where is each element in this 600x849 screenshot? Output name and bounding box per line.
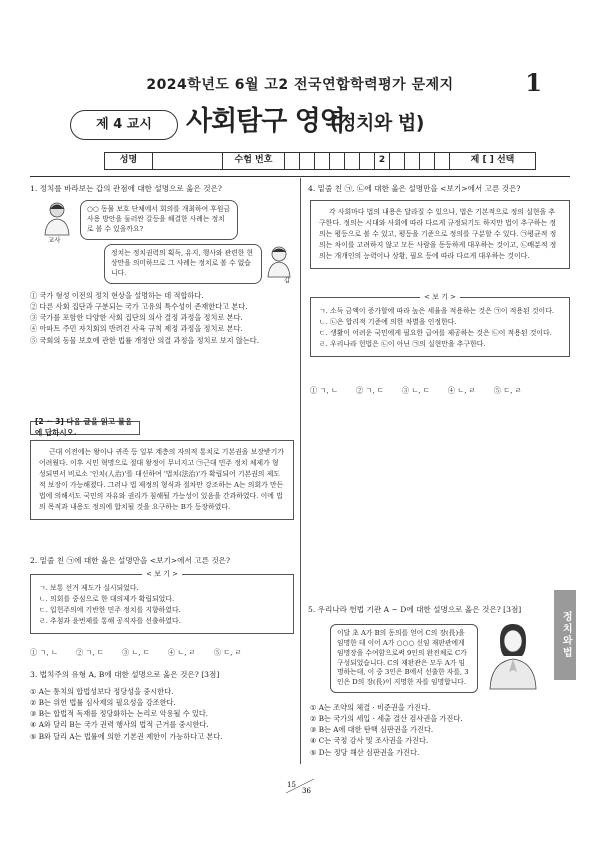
q2-option[interactable]: ② ㄱ, ㄷ — [75, 648, 104, 657]
period-badge: 제 4 교시 — [70, 110, 178, 140]
exam-number-box[interactable] — [420, 153, 435, 169]
bogi-item: ㄹ. 우리나라 헌법은 ㉡이 아닌 ㉠의 실현만을 추구한다. — [319, 340, 486, 349]
exam-number-box[interactable] — [360, 153, 375, 169]
teacher-label: 교사 — [48, 236, 61, 244]
announcer-figure-icon — [484, 622, 542, 690]
subject-subtitle: (정치와 법) — [330, 112, 424, 134]
page-total: 36 — [302, 787, 311, 794]
instruction-2-3: [2 ~ 3] 다음 글을 읽고 물음에 답하시오. — [30, 421, 140, 435]
q1-option[interactable]: ③ 국가를 포함한 다양한 사회 집단의 의사 결정 과정을 정치로 본다. — [30, 313, 243, 323]
q4-option[interactable]: ④ ㄴ, ㄹ — [447, 386, 476, 395]
bogi-item: ㄹ. 추첨과 윤번제를 통해 공직자를 선출하였다. — [39, 617, 181, 626]
teacher-speech-bubble: ○○ 동물 보호 단체에서 회의를 개최하여 후원금 사용 방안을 둘러싼 갈등을 해결한 사례는 정치로 볼 수 있을까요? — [80, 200, 238, 240]
student-figure-icon — [266, 244, 292, 278]
selection-label: 제 [ ] 선택 — [470, 155, 515, 166]
exam-title: 2024학년도 6월 고2 전국연합학력평가 문제지 — [146, 77, 454, 93]
q3-option[interactable]: ② B는 위헌 법률 심사제의 필요성을 강조한다. — [30, 698, 176, 708]
bogi-label: < 보 기 > — [420, 292, 460, 303]
exam-number-digit: 2 — [375, 153, 390, 169]
bogi-item: ㄴ. ㉡은 합리적 기준에 의한 차별을 인정한다. — [319, 318, 457, 327]
q1-option[interactable]: ② 다른 사회 집단과 구분되는 국가 고유의 특수성이 존재한다고 본다. — [30, 302, 248, 312]
column-divider — [300, 178, 301, 764]
q4-stem: 4. 밑줄 친 ㉠, ㉡에 대한 옳은 설명만을 <보기>에서 고른 것은? — [308, 184, 521, 193]
page-number: 1 — [525, 68, 542, 97]
q1-stem: 1. 정치를 바라보는 갑의 관점에 대한 설명으로 옳은 것은? — [30, 184, 223, 193]
exam-number-box[interactable] — [285, 153, 300, 169]
q5-speech-bubble: 이달 초 A가 B의 동의를 얻어 C의 장(長)을 임명한 데 이어 A가 ○○○ 신임 재판관에게 임명장을 수여함으로써 9인의 완전체로 C가 구성되었습니다. C의 재판관은 모두 A가 임명하는데, 이 중 3인은 B에서 선출한 자를, 3인은 D의 장(長)이 지명한 자를 임명합니다. — [330, 624, 478, 693]
q4-option[interactable]: ② ㄱ, ㄷ — [355, 386, 384, 395]
q5-stem: 5. 우리나라 헌법 기관 A ~ D에 대한 설명으로 옳은 것은? [3점] — [308, 605, 522, 614]
passage-box: 근대 이전에는 왕이나 귀족 등 일부 계층의 자의적 통치로 기본권을 보장받기가 어려웠다. 이후 시민 혁명으로 절대 왕정이 무너지고 ㉠근대 민주 정치 체제가 형성되면서 비로소 '인치(人治)'를 대신하여 '법치(法治)'가 확립되어 기본권의 제도적 보장이 가능해졌다. 그러나 법 제정의 형식과 절차만 강조하는 A는 의회가 만든 법에 의해서도 국민의 자유와 권리가 침해될 가능성이 있음을 간과하였다. 이에 법의 목적과 내용도 정의에 합치될 것을 요구하는 B가 등장하였다. — [30, 440, 294, 520]
exam-number-box[interactable] — [405, 153, 420, 169]
exam-number-box[interactable] — [300, 153, 315, 169]
exam-number-box[interactable] — [315, 153, 330, 169]
q4-options — [310, 386, 522, 396]
q4-bogi-box — [310, 293, 570, 357]
q2-option[interactable]: ⑤ ㄷ, ㄹ — [213, 648, 242, 657]
teacher-figure-icon — [42, 200, 72, 236]
q1-options — [30, 290, 294, 346]
bogi-item: ㄱ. 보통 선거 제도가 실시되었다. — [39, 584, 139, 592]
q3-options — [30, 686, 294, 742]
q5-option[interactable]: ④ C는 국정 감사 및 조사권을 가진다. — [310, 736, 429, 746]
q2-option[interactable]: ① ㄱ, ㄴ — [30, 648, 58, 657]
name-label: 성명 — [105, 153, 153, 169]
exam-number-label: 수험 번호 — [223, 153, 285, 169]
bogi-item: ㄷ. 생활이 어려운 국민에게 필요한 급여를 제공하는 것은 ㉡이 적용된 것이다. — [319, 329, 552, 338]
bogi-item: ㄱ. 소득 금액이 증가할에 따라 높은 세율을 적용하는 것은 ㉠이 적용된 것이다. — [319, 307, 555, 315]
q1-option[interactable]: ① 국가 형성 이전의 정치 현상을 설명하는 데 적합하다. — [30, 291, 204, 300]
q2-stem: 2. 밑줄 친 ㉠에 대한 옳은 설명만을 <보기>에서 고른 것은? — [30, 556, 231, 565]
q2-option[interactable]: ③ ㄴ, ㄷ — [121, 648, 150, 657]
bogi-item: ㄷ. 입헌주의에 기반한 민주 정치를 지향하였다. — [39, 606, 181, 615]
q4-option[interactable]: ⑤ ㄷ, ㄹ — [493, 386, 522, 395]
q2-options — [30, 648, 242, 658]
student-speech-bubble: 정치는 정치권력의 획득, 유지, 행사와 관련한 현상만을 의미하므로 그 사례는 정치로 볼 수 없습니다. — [104, 244, 262, 284]
candidate-info-row — [104, 152, 536, 170]
q1-option[interactable]: ④ 아파트 주민 자치회의 반려견 사육 규칙 제정 과정을 정치로 본다. — [30, 324, 243, 334]
q5-option[interactable]: ① A는 조약의 체결 · 비준권을 가진다. — [310, 703, 431, 712]
q5-option[interactable]: ② B는 국가의 세입 · 세출 결산 검사권을 가진다. — [310, 714, 463, 724]
bogi-label: < 보 기 > — [142, 569, 182, 580]
exam-number-box[interactable] — [390, 153, 405, 169]
exam-number-box[interactable] — [330, 153, 345, 169]
student-label: 갑 — [284, 276, 291, 284]
q2-bogi-box — [30, 570, 294, 634]
exam-number-box[interactable] — [345, 153, 360, 169]
q5-options — [310, 702, 550, 758]
q1-option[interactable]: ⑤ 국회의 동물 보호에 관한 법률 개정안 의결 과정을 정치로 보지 않는다. — [30, 335, 260, 345]
q3-option[interactable]: ⑤ B와 달리 A는 법률에 의한 기본권 제한이 가능하다고 본다. — [30, 731, 223, 741]
q5-option[interactable]: ⑤ D는 정당 해산 심판권을 가진다. — [310, 747, 420, 757]
page-counter — [282, 778, 318, 794]
q3-option[interactable]: ① A는 통치의 합법성보다 정당성을 중시한다. — [30, 687, 174, 696]
name-field[interactable] — [153, 153, 223, 169]
q3-option[interactable]: ④ A와 달리 B는 국가 권력 행사의 법적 근거를 중시한다. — [30, 720, 209, 730]
q4-passage-box: 각 사회마다 법의 내용은 달라질 수 있으나, 법은 기본적으로 정의 실현을 추구한다. 정의는 시대와 사회에 따라 다르게 규정되기도 하지만 법이 추구하는 정의는 평등으로 볼 수 있고, 평등을 기준으로 정의를 구분할 수 있다. ㉠평균적 정의는 차이를 고려하지 않고 모든 사람을 동등하게 대우하는 것이고, ㉡배분적 정의는 개개인의 능력이나 상황, 필요 등에 따라 다르게 대우하는 것이다. — [310, 200, 570, 269]
bogi-item: ㄴ. 의회를 중심으로 한 대의제가 확립되었다. — [39, 595, 175, 604]
q2-option[interactable]: ④ ㄴ, ㄹ — [167, 648, 196, 657]
q3-option[interactable]: ③ B는 합법적 독재를 정당화하는 논리로 악용될 수 있다. — [30, 709, 209, 719]
q4-option[interactable]: ① ㄱ, ㄴ — [310, 386, 338, 395]
q5-option[interactable]: ③ B는 A에 대한 탄핵 심판권을 가진다. — [310, 725, 434, 735]
subject-side-tab: 정치와법 — [554, 590, 576, 680]
q4-option[interactable]: ③ ㄴ, ㄷ — [401, 386, 430, 395]
q3-stem: 3. 법치주의 유형 A, B에 대한 설명으로 옳은 것은? [3점] — [30, 670, 220, 679]
page-current: 15 — [287, 781, 296, 789]
exam-number-box[interactable] — [435, 153, 450, 169]
header-rule — [30, 176, 570, 177]
subject-title: 사회탐구 영역 — [186, 106, 345, 137]
